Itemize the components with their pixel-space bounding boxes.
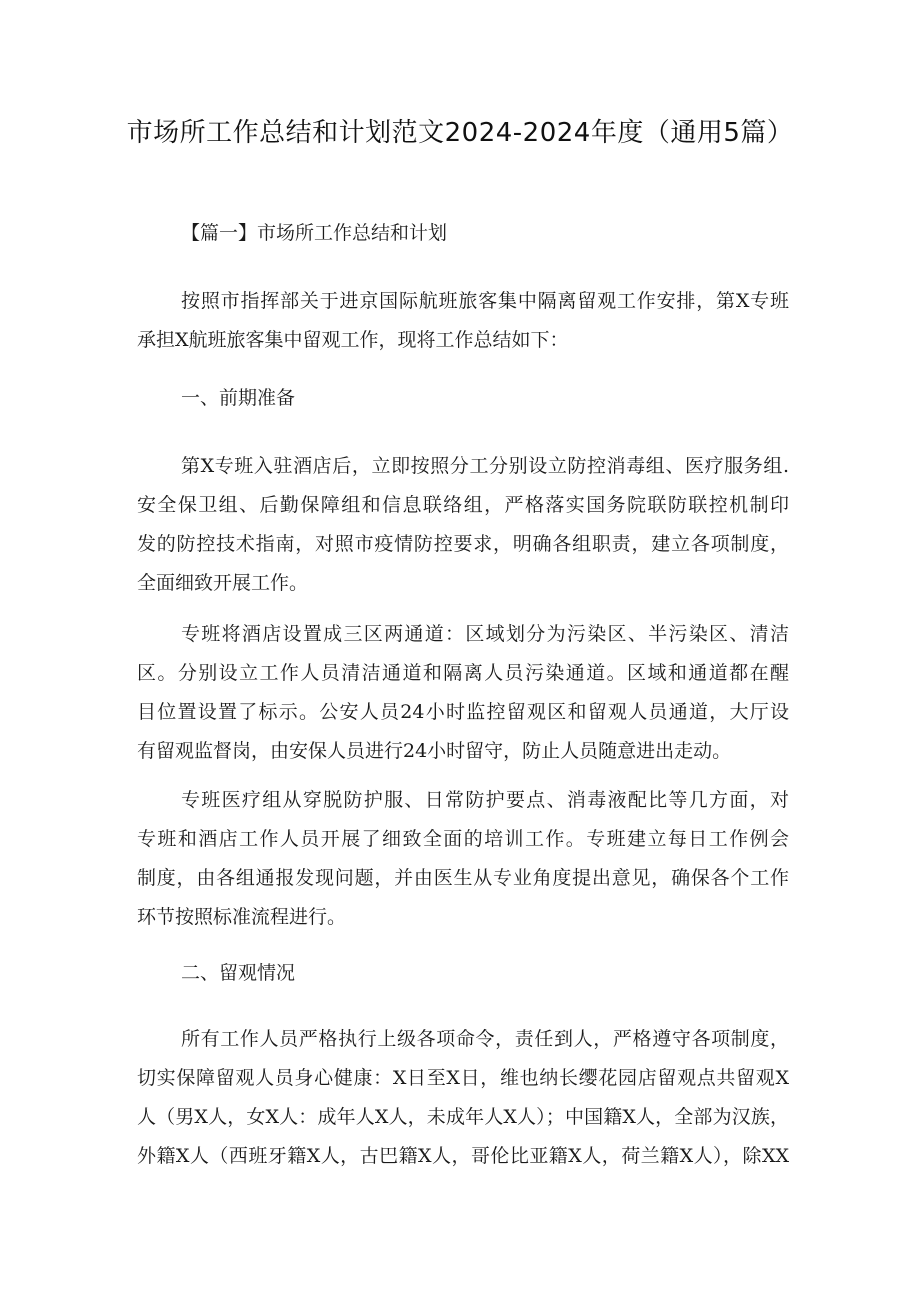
- paragraph-line: 专班和酒店工作人员开展了细致全面的培训工作。专班建立每日工作例会: [137, 828, 789, 850]
- heading-observation: 二、留观情况: [181, 962, 296, 984]
- paragraph-line: 制度，由各组通报发现问题，并由医生从专业角度提出意见，确保各个工作: [137, 867, 789, 889]
- heading-preparation: 一、前期准备: [181, 387, 296, 409]
- paragraph-line: 专班医疗组从穿脱防护服、日常防护要点、消毒液配比等几方面，对: [181, 789, 789, 811]
- section-heading: 【篇一】市场所工作总结和计划: [181, 222, 448, 244]
- heading-preparation-block: [137, 379, 789, 418]
- paragraph-zones: [137, 615, 789, 771]
- paragraph-line: 有留观监督岗，由安保人员进行24小时留守，防止人员随意进出走动。: [137, 740, 732, 762]
- document-title: 市场所工作总结和计划范文2024-2024年度（通用5篇）: [126, 118, 794, 148]
- section-heading-block: [137, 214, 789, 253]
- paragraph-line: 外籍X人（西班牙籍X人，古巴籍X人，哥伦比亚籍X人，荷兰籍X人），除XX: [137, 1145, 789, 1167]
- paragraph-line: 所有工作人员严格执行上级各项命令，责任到人，严格遵守各项制度，: [181, 1028, 789, 1050]
- heading-observation-block: [137, 954, 789, 993]
- paragraph-intro: [137, 282, 789, 360]
- paragraph-observation: [137, 1020, 789, 1176]
- paragraph-line: 目位置设置了标示。公安人员24小时监控留观区和留观人员通道，大厅设: [137, 701, 789, 723]
- paragraph-line: 发的防控技术指南，对照市疫情防控要求，明确各组职责，建立各项制度，: [137, 533, 789, 555]
- paragraph-line: 区。分别设立工作人员清洁通道和隔离人员污染通道。区域和通道都在醒: [137, 662, 789, 684]
- paragraph-training: [137, 781, 789, 937]
- paragraph-line: 承担X航班旅客集中留观工作，现将工作总结如下：: [137, 329, 569, 351]
- paragraph-line: 人（男X人，女X人：成年人X人，未成年人X人）；中国籍X人，全部为汉族，: [137, 1106, 789, 1128]
- paragraph-line: 按照市指挥部关于进京国际航班旅客集中隔离留观工作安排，第X专班: [181, 290, 789, 312]
- paragraph-line: 切实保障留观人员身心健康：X日至X日，维也纳长缨花园店留观点共留观X: [137, 1067, 789, 1089]
- paragraph-line: 第X专班入驻酒店后，立即按照分工分别设立防控消毒组、医疗服务组.: [181, 455, 789, 477]
- paragraph-line: 全面细致开展工作。: [137, 572, 309, 594]
- paragraph-line: 专班将酒店设置成三区两通道：区域划分为污染区、半污染区、清洁: [181, 623, 789, 645]
- paragraph-line: 环节按照标准流程进行。: [137, 906, 347, 928]
- paragraph-line: 安全保卫组、后勤保障组和信息联络组，严格落实国务院联防联控机制印: [137, 494, 789, 516]
- paragraph-setup: [137, 447, 789, 603]
